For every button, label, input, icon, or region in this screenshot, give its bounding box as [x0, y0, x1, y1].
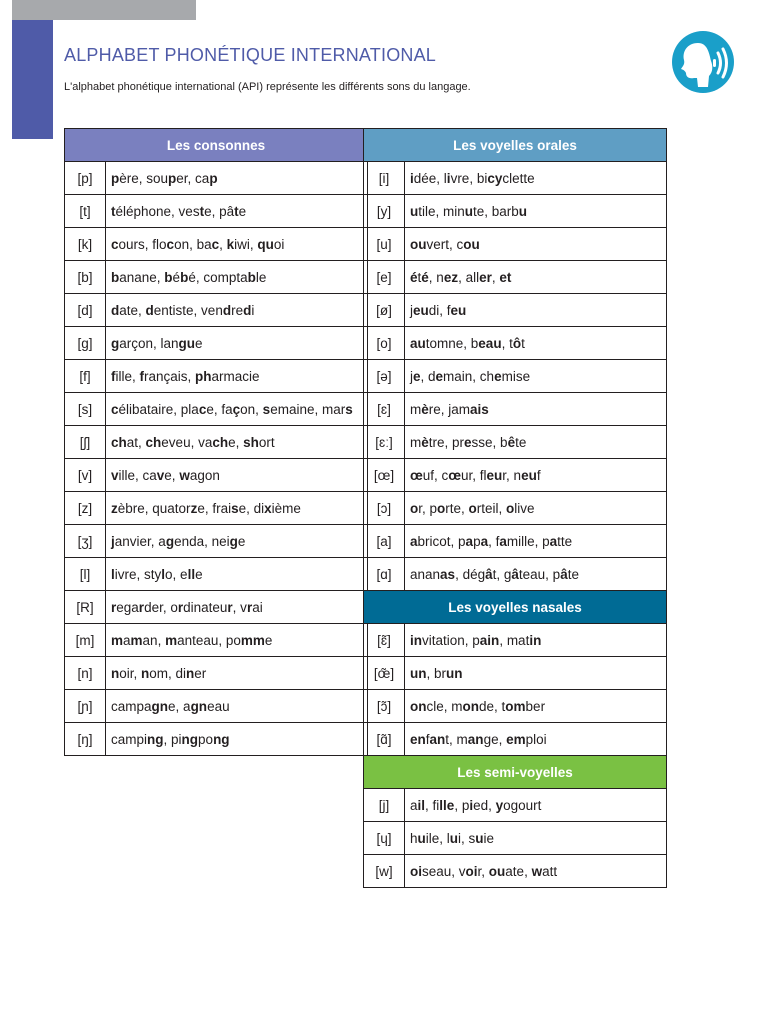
example-words: un, brun [405, 657, 667, 690]
example-words: ail, fille, pied, yogourt [405, 789, 667, 822]
example-words: idée, livre, bicyclette [405, 162, 667, 195]
table-row [364, 393, 667, 426]
phoneme-symbol: [z] [65, 492, 106, 525]
phoneme-symbol: [b] [65, 261, 106, 294]
phoneme-symbol: [ɔ̃] [364, 690, 405, 723]
table-row [364, 294, 667, 327]
phoneme-symbol: [ɥ] [364, 822, 405, 855]
example-words: mètre, presse, bête [405, 426, 667, 459]
phoneme-symbol: [a] [364, 525, 405, 558]
table-row [65, 723, 368, 756]
phoneme-symbol: [ɲ] [65, 690, 106, 723]
table-row [364, 459, 667, 492]
page-title: ALPHABET PHONÉTIQUE INTERNATIONAL [64, 45, 437, 65]
speaking-head-icon [672, 31, 734, 93]
example-words: livre, stylo, elle [106, 558, 368, 591]
phoneme-symbol: [ɛ] [364, 393, 405, 426]
example-words: banane, bébé, comptable [106, 261, 368, 294]
phoneme-symbol: [t] [65, 195, 106, 228]
table-row [65, 591, 368, 624]
phoneme-symbol: [j] [364, 789, 405, 822]
phoneme-symbol: [ɛ̃] [364, 624, 405, 657]
example-words: père, souper, cap [106, 162, 368, 195]
table-row [65, 393, 368, 426]
phoneme-symbol: [ŋ] [65, 723, 106, 756]
table-row [364, 855, 667, 888]
phoneme-symbol: [p] [65, 162, 106, 195]
phoneme-symbol: [i] [364, 162, 405, 195]
phoneme-symbol: [g] [65, 327, 106, 360]
table-row [364, 558, 667, 591]
example-words: chat, cheveu, vache, short [106, 426, 368, 459]
table-row [364, 624, 667, 657]
phoneme-symbol: [n] [65, 657, 106, 690]
section-header-row [65, 129, 368, 162]
phoneme-symbol: [w] [364, 855, 405, 888]
top-decor-bar [12, 0, 196, 20]
consonants-table [64, 128, 368, 756]
phoneme-symbol: [œ̃] [364, 657, 405, 690]
section-header: Les voyelles nasales [364, 591, 667, 624]
phoneme-symbol: [o] [364, 327, 405, 360]
table-row [65, 459, 368, 492]
side-accent-bar [12, 20, 53, 139]
table-row [364, 426, 667, 459]
phoneme-symbol: [f] [65, 360, 106, 393]
example-words: célibataire, place, façon, semaine, mars [106, 393, 368, 426]
example-words: campagne, agneau [106, 690, 368, 723]
example-words: ville, cave, wagon [106, 459, 368, 492]
section-header-row [364, 129, 667, 162]
table-row [65, 162, 368, 195]
phoneme-symbol: [œ] [364, 459, 405, 492]
page-subtitle: L'alphabet phonétique international (API) représente les différents sons du langage. [64, 81, 471, 93]
table-row [65, 558, 368, 591]
table-row [364, 360, 667, 393]
example-words: œuf, cœur, fleur, neuf [405, 459, 667, 492]
phoneme-symbol: [ʒ] [65, 525, 106, 558]
table-row [65, 327, 368, 360]
example-words: camping, pingpong [106, 723, 368, 756]
example-words: téléphone, veste, pâte [106, 195, 368, 228]
phoneme-symbol: [ə] [364, 360, 405, 393]
phoneme-symbol: [ɑ] [364, 558, 405, 591]
example-words: date, dentiste, vendredi [106, 294, 368, 327]
phoneme-symbol: [d] [65, 294, 106, 327]
example-words: maman, manteau, pomme [106, 624, 368, 657]
table-row [364, 327, 667, 360]
phoneme-symbol: [ɔ] [364, 492, 405, 525]
section-header: Les semi-voyelles [364, 756, 667, 789]
phoneme-symbol: [ɑ̃] [364, 723, 405, 756]
table-row [65, 690, 368, 723]
example-words: abricot, papa, famille, patte [405, 525, 667, 558]
example-words: automne, beau, tôt [405, 327, 667, 360]
phoneme-symbol: [y] [364, 195, 405, 228]
phoneme-symbol: [s] [65, 393, 106, 426]
table-row [364, 822, 667, 855]
phoneme-symbol: [ɛː] [364, 426, 405, 459]
table-row [65, 492, 368, 525]
phoneme-symbol: [R] [65, 591, 106, 624]
table-row [65, 624, 368, 657]
table-row [364, 492, 667, 525]
example-words: ananas, dégât, gâteau, pâte [405, 558, 667, 591]
example-words: or, porte, orteil, olive [405, 492, 667, 525]
example-words: fille, français, pharmacie [106, 360, 368, 393]
table-row [364, 690, 667, 723]
table-row [364, 525, 667, 558]
table-row [364, 195, 667, 228]
table-row [364, 657, 667, 690]
phoneme-symbol: [v] [65, 459, 106, 492]
table-row [65, 525, 368, 558]
table-row [364, 228, 667, 261]
example-words: utile, minute, barbu [405, 195, 667, 228]
table-row [364, 261, 667, 294]
example-words: garçon, langue [106, 327, 368, 360]
example-words: je, demain, chemise [405, 360, 667, 393]
example-words: zèbre, quatorze, fraise, dixième [106, 492, 368, 525]
table-row [364, 162, 667, 195]
example-words: oiseau, voir, ouate, watt [405, 855, 667, 888]
example-words: ouvert, cou [405, 228, 667, 261]
section-header: Les voyelles orales [364, 129, 667, 162]
example-words: mère, jamais [405, 393, 667, 426]
section-header: Les consonnes [65, 129, 368, 162]
phoneme-symbol: [ø] [364, 294, 405, 327]
example-words: oncle, monde, tomber [405, 690, 667, 723]
example-words: jeudi, feu [405, 294, 667, 327]
example-words: huile, lui, suie [405, 822, 667, 855]
example-words: été, nez, aller, et [405, 261, 667, 294]
section-header-row [364, 591, 667, 624]
table-row [364, 789, 667, 822]
table-row [65, 657, 368, 690]
table-row [65, 228, 368, 261]
phoneme-symbol: [k] [65, 228, 106, 261]
example-words: noir, nom, diner [106, 657, 368, 690]
table-row [65, 261, 368, 294]
section-header-row [364, 756, 667, 789]
vowels-table [363, 128, 667, 888]
phoneme-symbol: [e] [364, 261, 405, 294]
phoneme-symbol: [u] [364, 228, 405, 261]
example-words: janvier, agenda, neige [106, 525, 368, 558]
table-row [364, 723, 667, 756]
example-words: enfant, mange, emploi [405, 723, 667, 756]
table-row [65, 195, 368, 228]
example-words: regarder, ordinateur, vrai [106, 591, 368, 624]
table-row [65, 360, 368, 393]
phoneme-symbol: [m] [65, 624, 106, 657]
example-words: cours, flocon, bac, kiwi, quoi [106, 228, 368, 261]
table-row [65, 294, 368, 327]
example-words: invitation, pain, matin [405, 624, 667, 657]
phoneme-symbol: [ʃ] [65, 426, 106, 459]
phoneme-symbol: [l] [65, 558, 106, 591]
table-row [65, 426, 368, 459]
